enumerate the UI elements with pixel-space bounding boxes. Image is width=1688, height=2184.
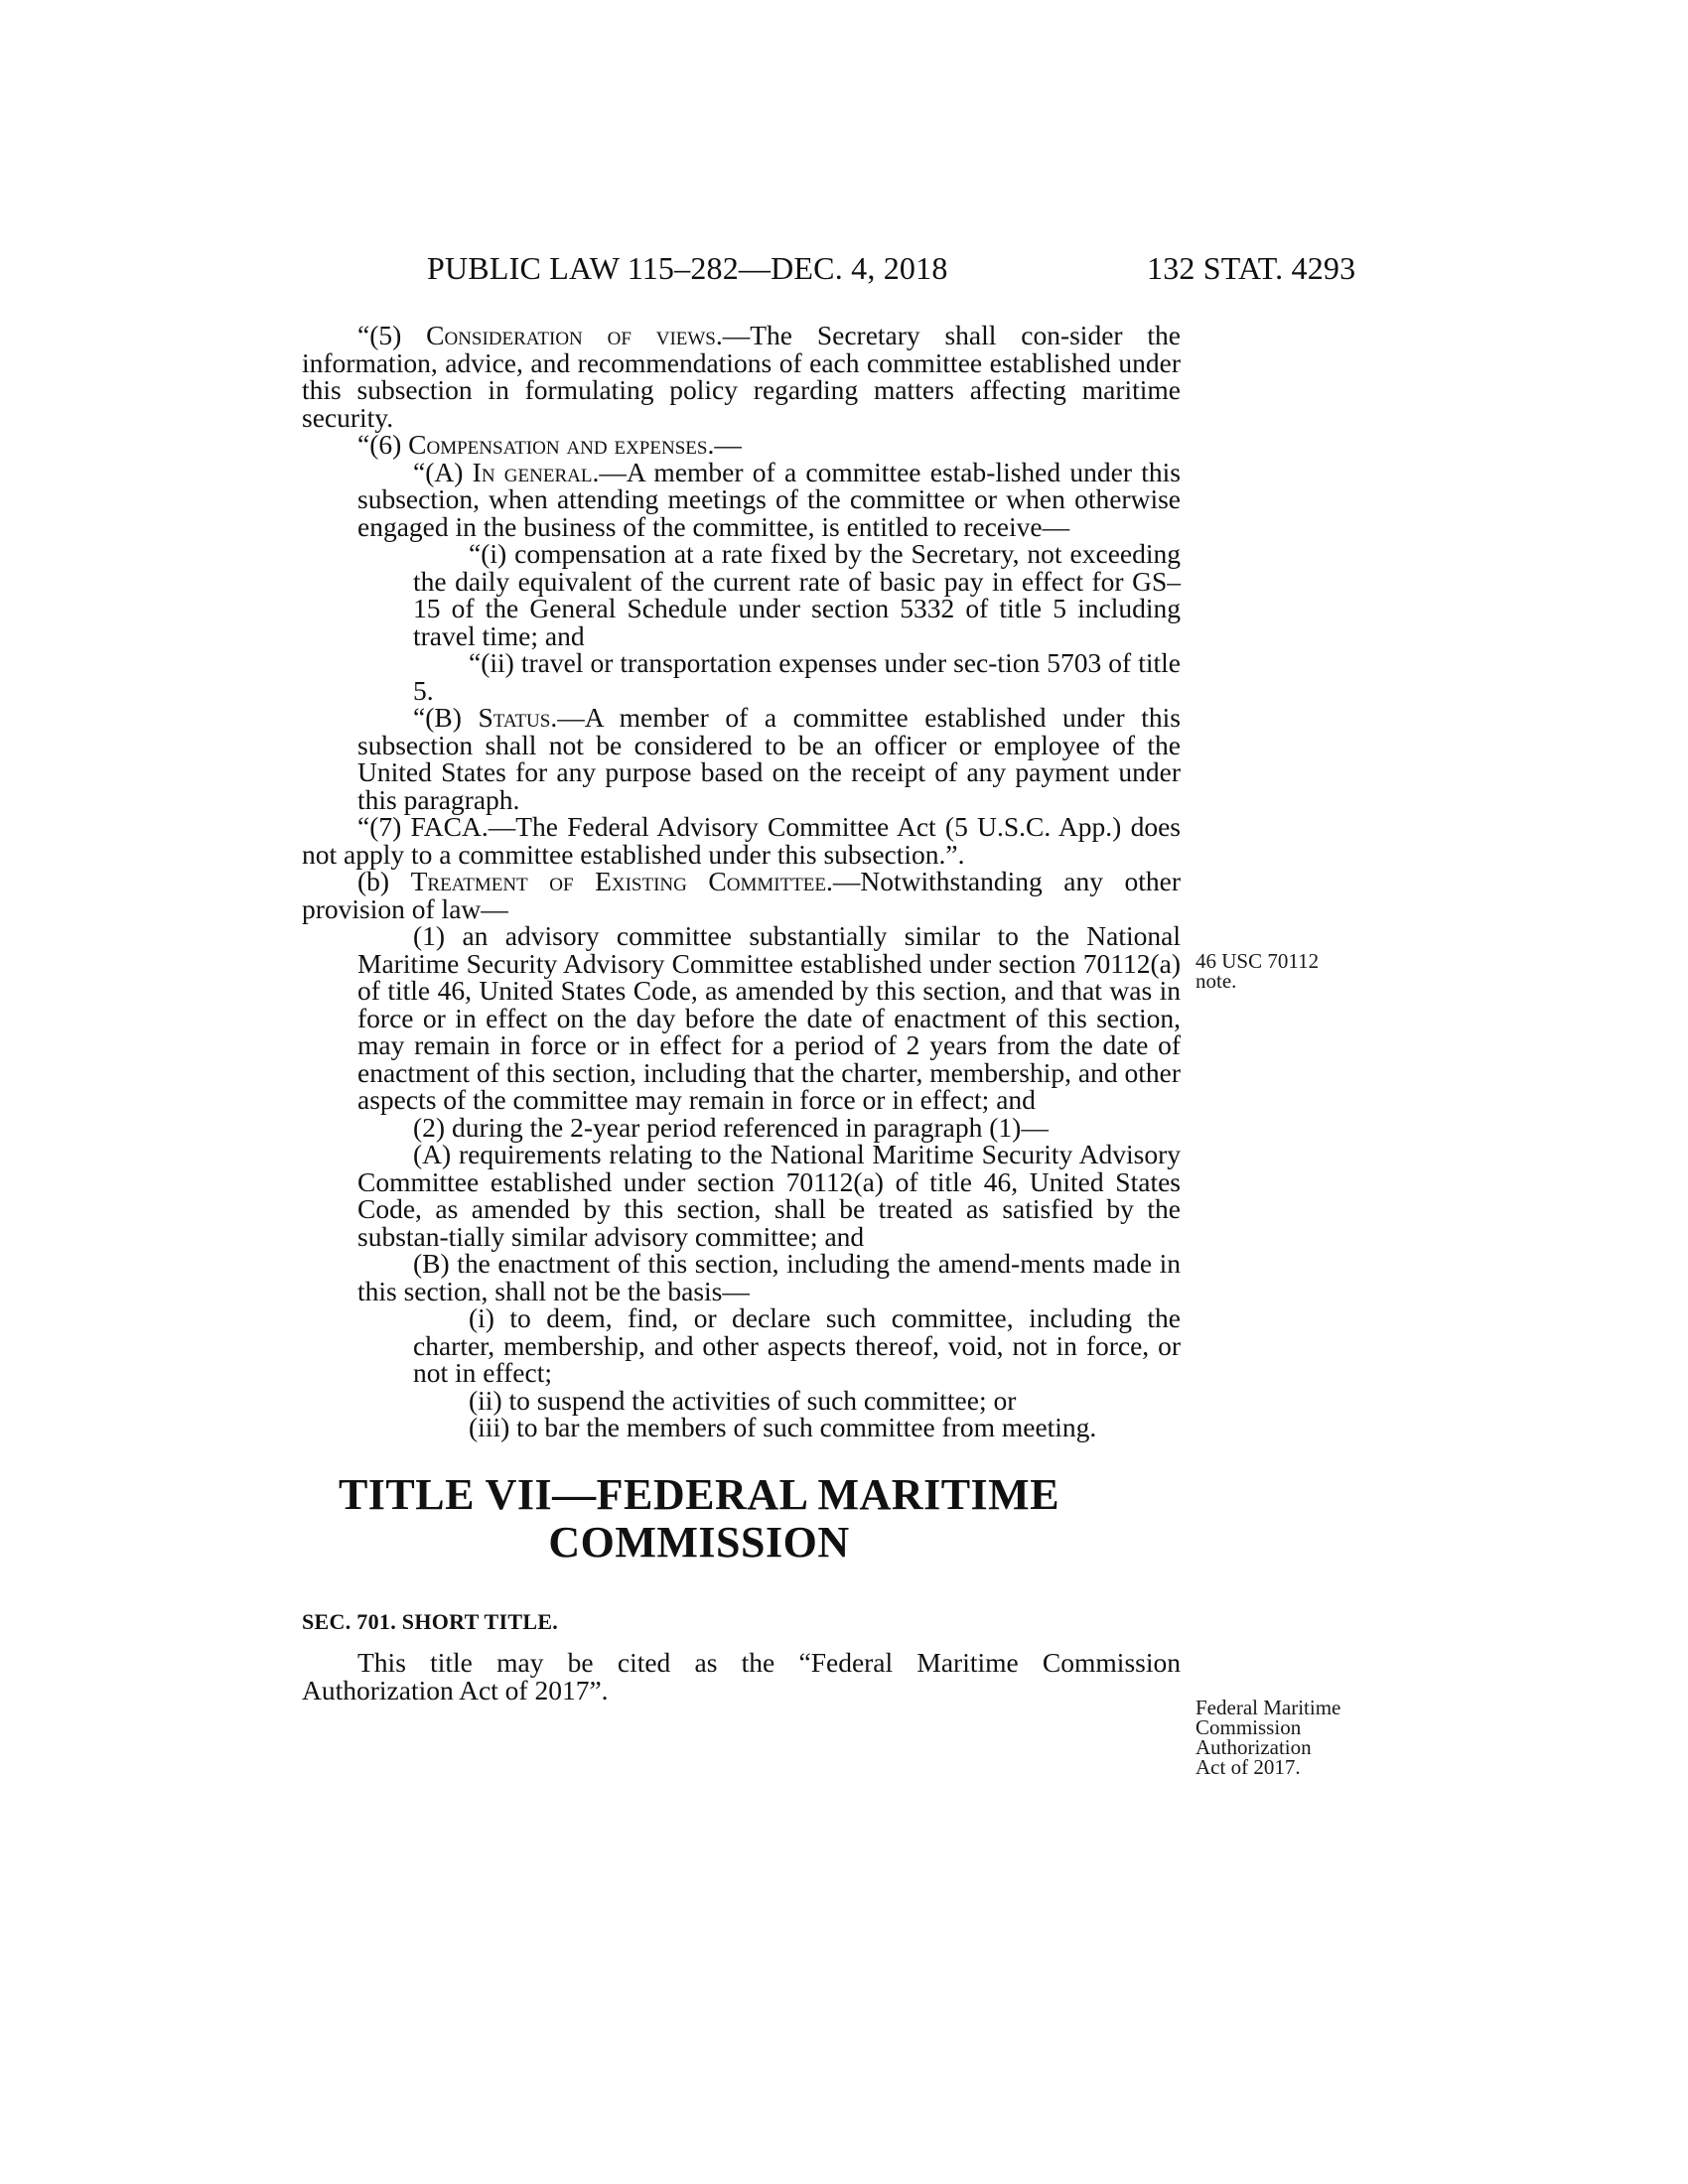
paragraph-6-heading: Compensation and expenses	[408, 429, 708, 460]
paragraph-5-heading: Consideration of views	[426, 320, 716, 350]
subsection-b-2b-iii: (iii) to bar the members of such committee from meeting.	[469, 1412, 1097, 1442]
section-701-heading: SEC. 701. SHORT TITLE.	[302, 1608, 559, 1634]
subsection-b-2b-i: (i) to deem, find, or declare such committee, including the charter, membership, and other aspects thereof, void, not in force, or not in effect;	[413, 1302, 1181, 1388]
paragraph-5: “(5) Consideration of views.—The Secretary shall con-sider the information, advice, and recommendations of each committee established under this subsection in formulating policy regarding matters affecting maritime security.	[302, 320, 1181, 433]
margin-note-short-title: Federal Maritime Commission Authorization Act of 2017.	[1196, 1696, 1341, 1779]
paragraph-7: “(7) FACA.—The Federal Advisory Committee Act (5 U.S.C. App.) does not apply to a committee established under this subsection.”.	[302, 811, 1181, 870]
margin-note-usc-citation: 46 USC 70112 note.	[1196, 949, 1320, 993]
subsection-b-heading: Treatment of Existing Committee	[410, 866, 827, 896]
subsection-b-paragraph-1: (1) an advisory committee substantially similar to the National Maritime Security Advisory Committee established under section 70112(a) of title 46, United States Code, as amended by this section, and that was in force or in effect on the day before the date of enactment of this section, may remain in force or in effect for a period of 2 years from the date of enactment of this section, including that the charter, membership, and other aspects of the committee may remain in force or in effect; and	[357, 920, 1181, 1115]
main-text-column	[302, 322, 1181, 1704]
clause-6a-ii: “(ii) travel or transportation expenses under sec-tion 5703 of title 5.	[413, 647, 1181, 706]
title-vii-line-2: COMMISSION	[548, 1517, 850, 1567]
subsection-b: (b) Treatment of Existing Committee.—Notwithstanding any other provision of law—	[302, 866, 1181, 924]
subsection-b-2b: (B) the enactment of this section, including the amend-ments made in this section, shall not be the basis—	[357, 1248, 1181, 1306]
subsection-b-2b-ii: (ii) to suspend the activities of such committee; or	[469, 1384, 1017, 1416]
subsection-b-2a: (A) requirements relating to the National Maritime Security Advisory Committee established under section 70112(a) of title 46, United States Code, as amended by this section, shall be treated as satisfied by the substan-tially similar advisory committee; and	[357, 1139, 1181, 1252]
title-vii-heading	[302, 1471, 1096, 1567]
running-header-stat-page: 132 STAT. 4293	[1147, 250, 1356, 286]
subsection-b-paragraph-2: (2) during the 2-year period referenced in paragraph (1)—	[413, 1111, 1049, 1143]
subparagraph-6a-heading: In general	[472, 456, 593, 487]
paragraph-6: “(6) Compensation and expenses.—	[357, 429, 742, 460]
subparagraph-6b: “(B) Status.—A member of a committee established under this subsection shall not be considered to be an officer or employee of the United States for any purpose based on the receipt of any payment under this paragraph.	[357, 702, 1181, 815]
title-vii-line-1: TITLE VII—FEDERAL MARITIME	[338, 1469, 1060, 1519]
subparagraph-6b-heading: Status	[478, 702, 551, 733]
clause-6a-i: “(i) compensation at a rate fixed by the Secretary, not exceeding the daily equivalent of the current rate of basic pay in effect for GS–15 of the General Schedule under section 5332 of title 5 including travel time; and	[413, 538, 1181, 651]
running-header-law-title: PUBLIC LAW 115–282—DEC. 4, 2018	[427, 250, 948, 286]
section-701-text: This title may be cited as the “Federal Maritime Commission Authorization Act of 2017”.	[302, 1647, 1181, 1706]
subparagraph-6a: “(A) In general.—A member of a committee estab-lished under this subsection, when attending meetings of the committee or when otherwise engaged in the business of the committee, is entitled to receive—	[357, 456, 1181, 542]
